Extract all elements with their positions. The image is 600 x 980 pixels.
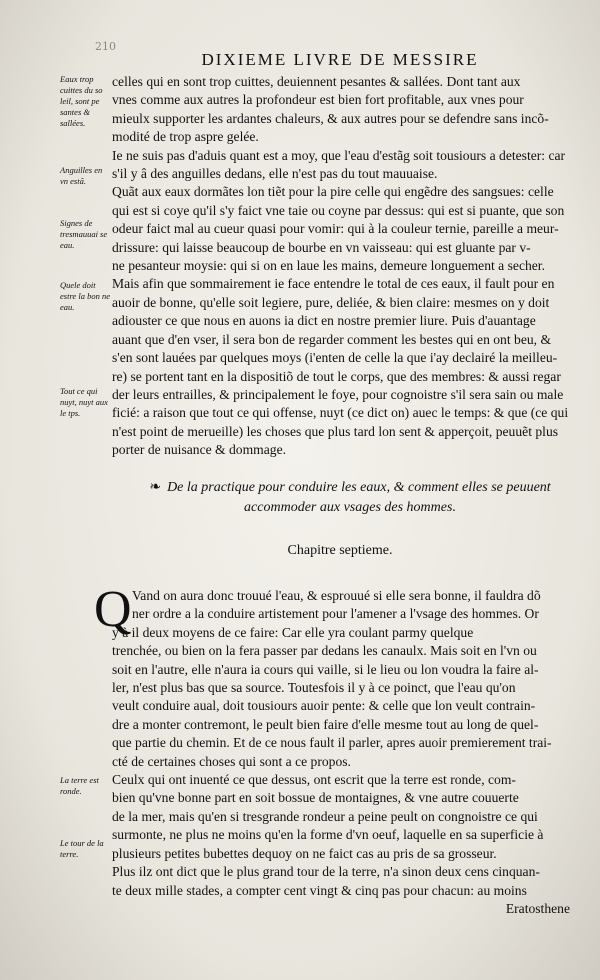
text-line: y à il deux moyens de ce faire: Car elle yra coulant parmy quelque [112,624,474,640]
text-line: adiouster ce que nous en auons ia dict en nostre premier liure. Puis d'auantage [112,313,536,329]
body-text-section-2 [112,587,570,918]
text-line: Vand on aura donc trouué l'eau, & esprouué si elle sera bonne, il fauldra dõ [132,588,541,603]
chapter-title: Chapitre septieme. [287,543,393,558]
fleuron-ornament-icon: ❧ [149,480,162,495]
text-line: ler, n'est plus bas que sa source. Toutesfois il y à ce poinct, que l'eau qu'on [112,680,516,696]
text-line: que partie du chemin. Et de ce nous fault il parler, apres auoir premierement trai- [112,735,552,751]
text-line: Mais afin que sommairement ie face entendre le total de ces eaux, il fault pour en [112,276,555,292]
margin-note: Tout ce qui nuyt, nuyt aux le tps. [60,386,108,418]
text-line: s'il y â des anguilles dedans, elle n'est pas du tout mauuaise. [112,166,438,182]
text-line: soit en l'autre, elle n'aura ia cours qui vaille, si le lieu ou lon voudra la faire al- [112,661,539,677]
text-line: Quãt aux eaux dormãtes lon tiẽt pour la pire celle qui engẽdre des sangsues: celle [112,184,554,200]
text-line: trenchée, ou bien on la fera passer par dedans les canaulx. Mais soit en l'vn ou [112,643,537,659]
text-line: vnes comme aux autres la profondeur est bien fort profitable, aux vnes pour [112,92,524,108]
text-line: Ie ne suis pas d'aduis quant est a moy, que l'eau d'estãg soit tousiours a detester: car [112,147,566,163]
section-heading-line: De la practique pour conduire les eaux, & comment elles se peuuent [167,480,551,495]
text-line: ne pesanteur moysie: qui si on en laue les mains, demeure longuement a secher. [112,258,545,274]
text-line: mieulx supporter les ardantes chaleurs, & aux autres pour se defendre sans incõ- [112,110,549,126]
text-line: Plus ilz ont dict que le plus grand tour de la terre, n'a sinon deux cens cinquan- [112,864,540,880]
text-line: cté de certaines choses qui sont a ce propos. [112,753,351,769]
text-line: de la mer, mais qu'en si tresgrande rondeur a peine peult on congnoistre ce qui [112,808,538,824]
text-line: ner ordre a la conduire artistement pour l'amener a l'vsage des hommes. Or [132,606,539,622]
text-line: odeur faict mal au cueur quasi pour vomir: qui à la couleur ternie, pareille a meur- [112,221,559,237]
text-line: auant que d'en vser, il sera bon de regarder comment les bestes qui en ont beu, & [112,331,552,347]
folio-number: 210 [95,40,116,53]
text-line: celles qui en sont trop cuittes, deuiennent pesantes & sallées. Dont tant aux [112,74,521,89]
margin-note: Signes de tresmauuai se eau. [60,218,108,250]
body-text-section-1 [112,73,570,460]
text-line: ficié: a raison que tout ce qui offense, nuyt (ce dict on) auec le temps: & que (ce qui [112,405,569,421]
margin-note: Le tour de la terre. [60,838,104,859]
text-line: veult conduire aual, doit tousiours auoir pente: & celle que lon veult contrain- [112,698,536,714]
text-line: Ceulx qui ont inuenté ce que dessus, ont escrit que la terre est ronde, com- [112,772,516,788]
margin-note: Eaux trop cuittes du so leil, sont pe santes & sallées. [60,74,103,128]
text-line: plusieurs petites bubettes dequoy on ne faict cas au pris de sa grosseur. [112,845,497,861]
text-line: bien qu'vne bonne part en soit bossue de montaignes, & vne autre couuerte [112,790,519,806]
running-head: DIXIEME LIVRE DE MESSIRE [201,50,479,69]
text-line: te deux mille stades, a compter cent vingt & cinq pas pour chacun: au moins [112,882,527,898]
text-line: drissure: qui laisse beaucoup de bourbe en vn vaisseau: qui est gluante par v- [112,239,531,255]
text-line: n'est point de merueille) les choses que plus tard lon sent & apperçoit, peuuẽt plus [112,423,559,439]
drop-capital: Q [94,581,132,638]
text-line: qui est si coye qu'il s'y faict vne taie ou coyne par dessus: qui est si puante, que son [112,202,565,218]
section-heading-line: accommoder aux vsages des hommes. [244,500,456,515]
text-line: modité de trop aspre gelée. [112,129,259,145]
text-line: s'en sont lauées par quelques moys (i'enten de celle la que i'ay declairé la meilleu- [112,350,558,366]
text-line: auoir de bonne, qu'elle soit legiere, pure, deliée, & bien claire: mesmes on y doit [112,294,550,310]
text-line: re) se portent tant en la dispositiõ de tout le corps, que des membres: & aussi regar [112,368,561,384]
margin-note: Anguilles en vn estã. [60,165,103,186]
margin-note: La terre est ronde. [60,775,99,796]
text-line: der leurs entrailles, & principalement le foye, pour cognoistre s'il sera sain ou male [112,386,564,402]
text-line: surmonte, ne plus ne moins qu'en la forme d'vn oeuf, laquelle en sa superficie à [112,827,544,843]
section-heading [120,478,580,518]
text-line: porter de nuisance & dommage. [112,442,287,458]
text-line: dre a monter contremont, le peult bien faire d'elle mesme tout au long de quel- [112,716,539,732]
catchword: Eratosthene [505,900,570,916]
margin-note: Quele doit estre la bon ne eau. [60,280,110,312]
